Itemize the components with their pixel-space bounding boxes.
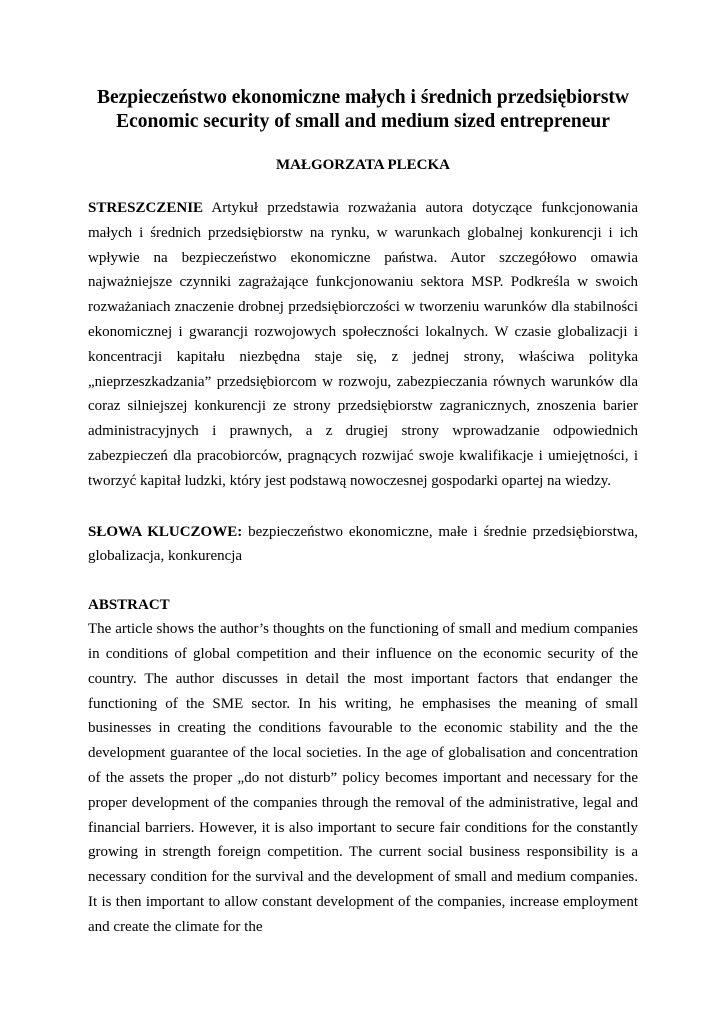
keywords-label: SŁOWA KLUCZOWE:: [88, 523, 243, 540]
streszczenie-label: STRESZCZENIE: [88, 200, 204, 216]
keywords-section: [88, 520, 638, 570]
abstract-text: The article shows the author’s thoughts on the functioning of small and medium companies in conditions of global competition and their influence on the economic security of the country. The author discusses in detail the most important factors that endanger the functioning of the SME sector. In his writing, he emphasises the meaning of small businesses in creating the conditions favourable to the economic stability and the the development guarantee of the local societies. In the age of globalisation and concentration of the assets the proper „do not disturb” policy becomes important and necessary for the proper development of the companies through the removal of the administrative, legal and financial barriers. However, it is also important to secure fair conditions for the constantly growing in strength foreign competition. The current social business responsibility is a necessary condition for the survival and the development of small and medium companies. It is then important to allow constant development of the companies, increase employment and create the climate for the: [88, 621, 638, 935]
paper-title: [88, 86, 638, 134]
author-name: MAŁGORZATA PLECKA: [275, 157, 451, 173]
paper-page: [88, 86, 638, 940]
keywords-text: bezpieczeństwo ekonomiczne, małe i średnie przedsiębiorstwa, globalizacja, konkurencja: [88, 523, 638, 565]
title-polish: Bezpieczeństwo ekonomiczne małych i średnich przedsiębiorstw: [96, 87, 630, 108]
streszczenie-text: Artykuł przedstawia rozważania autora dotyczące funkcjonowania małych i średnich przedsiębiorstw na rynku, w warunkach globalnej konkurencji i ich wpływie na bezpieczeństwo ekonomiczne państwa. Autor szczegółowo omawia najważniejsze czynniki zagrażające funkcjonowaniu sektora MSP. Podkreśla w swoich rozważaniach znaczenie drobnej przedsiębiorczości w tworzeniu warunków dla stabilności ekonomicznej i gwarancji rozwojowych społeczności lokalnych. W czasie globalizacji i koncentracji kapitału niezbędna staje się, z jednej strony, właściwa polityka „nieprzeszkadzania” przedsiębiorcom w rozwoju, zabezpieczania równych warunków dla coraz silniejszej konkurencji ze strony przedsiębiorstw zagranicznych, znoszenia barier administracyjnych i prawnych, a z drugiej strony wprowadzanie odpowiednich zabezpieczeń dla pracobiorców, pragnących rozwijać swoje kwalifikacje i umiejętności, i tworzyć kapitał ludzki, który jest podstawą nowoczesnej gospodarki opartej na wiedzy.: [88, 200, 638, 489]
title-english: Economic security of small and medium sized entrepreneur: [116, 111, 610, 132]
abstract-heading: ABSTRACT: [88, 597, 170, 614]
streszczenie-section: [88, 196, 638, 494]
